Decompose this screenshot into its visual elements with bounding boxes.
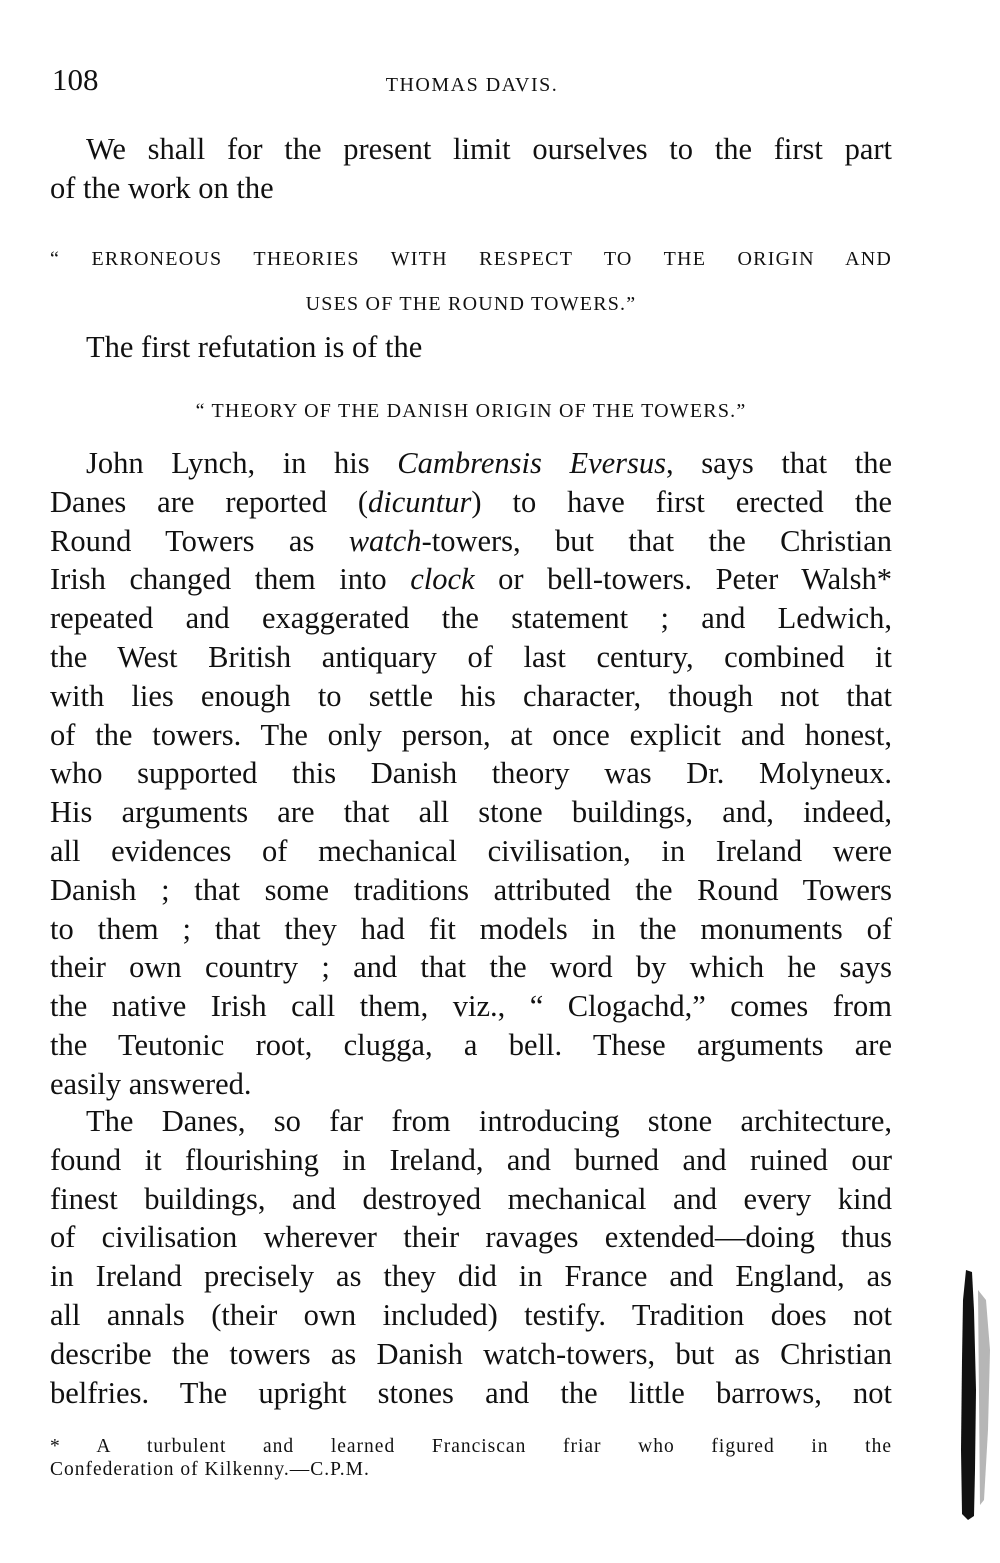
text-line: Irish changed them into clock or bell-towers. Peter Walsh* [50, 562, 892, 597]
text-line: of the work on the [50, 170, 274, 205]
refutation-paragraph [50, 328, 892, 367]
text-line: The first refutation is of the [86, 330, 423, 364]
text-line: all annals (their own included) testify. Tradition does not [50, 1297, 892, 1332]
text-line: of the towers. The only person, at once explicit and honest, [50, 717, 892, 752]
text-line: to them ; that they had fit models in the monuments of [50, 911, 892, 946]
text-line: finest buildings, and destroyed mechanical and every kind [50, 1181, 892, 1216]
text-line: in Ireland precisely as they did in France and England, as [50, 1259, 892, 1294]
subsection-heading [50, 398, 892, 424]
text-line: We shall for the present limit ourselves to the first part [86, 132, 892, 166]
page-number: 108 [52, 62, 99, 97]
text-line: Danish ; that some traditions attributed the Round Towers [50, 872, 892, 907]
text-line: belfries. The upright stones and the little barrows, not [50, 1375, 892, 1410]
heading-line: USES OF THE ROUND TOWERS.” [305, 293, 637, 315]
text-line: of civilisation wherever their ravages extended—doing thus [50, 1220, 892, 1255]
footnote-line: * A turbulent and learned Franciscan friar who figured in the [50, 1436, 892, 1457]
page-edge-scan-artifact [956, 1270, 1000, 1520]
text-line: with lies enough to settle his character, though not that [50, 678, 892, 713]
text-line: Round Towers as watch-towers, but that the Christian [50, 523, 892, 558]
text-line: The Danes, so far from introducing stone architecture, [86, 1104, 892, 1138]
heading-line: “ ERRONEOUS THEORIES WITH RESPECT TO THE ORIGIN AND [50, 248, 892, 270]
text-line: John Lynch, in his Cambrensis Eversus, says that the [86, 446, 892, 480]
footnote [50, 1435, 892, 1481]
text-line: all evidences of mechanical civilisation, in Ireland were [50, 833, 892, 868]
text-line: easily answered. [50, 1066, 252, 1101]
page-header [52, 62, 892, 102]
text-line: their own country ; and that the word by which he says [50, 950, 892, 985]
text-line: His arguments are that all stone buildings, and, indeed, [50, 795, 892, 830]
text-line: the West British antiquary of last century, combined it [50, 639, 892, 674]
lynch-paragraph [50, 444, 892, 1104]
running-head: THOMAS DAVIS. [385, 74, 559, 96]
heading-line: “ THEORY OF THE DANISH ORIGIN OF THE TOWERS.” [195, 400, 747, 422]
text-line: repeated and exaggerated the statement ; and Ledwich, [50, 601, 892, 636]
text-line: who supported this Danish theory was Dr. Molyneux. [50, 756, 892, 791]
danes-paragraph [50, 1102, 892, 1412]
text-line: describe the towers as Danish watch-towers, but as Christian [50, 1336, 892, 1371]
text-line: Danes are reported (dicuntur) to have first erected the [50, 484, 892, 519]
text-line: the native Irish call them, viz., “ Clogachd,” comes from [50, 989, 892, 1024]
section-heading [50, 237, 892, 327]
text-line: found it flourishing in Ireland, and burned and ruined our [50, 1142, 892, 1177]
footnote-line: Confederation of Kilkenny.—C.P.M. [50, 1459, 370, 1480]
text-line: the Teutonic root, clugga, a bell. These arguments are [50, 1027, 892, 1062]
intro-paragraph [50, 130, 892, 208]
